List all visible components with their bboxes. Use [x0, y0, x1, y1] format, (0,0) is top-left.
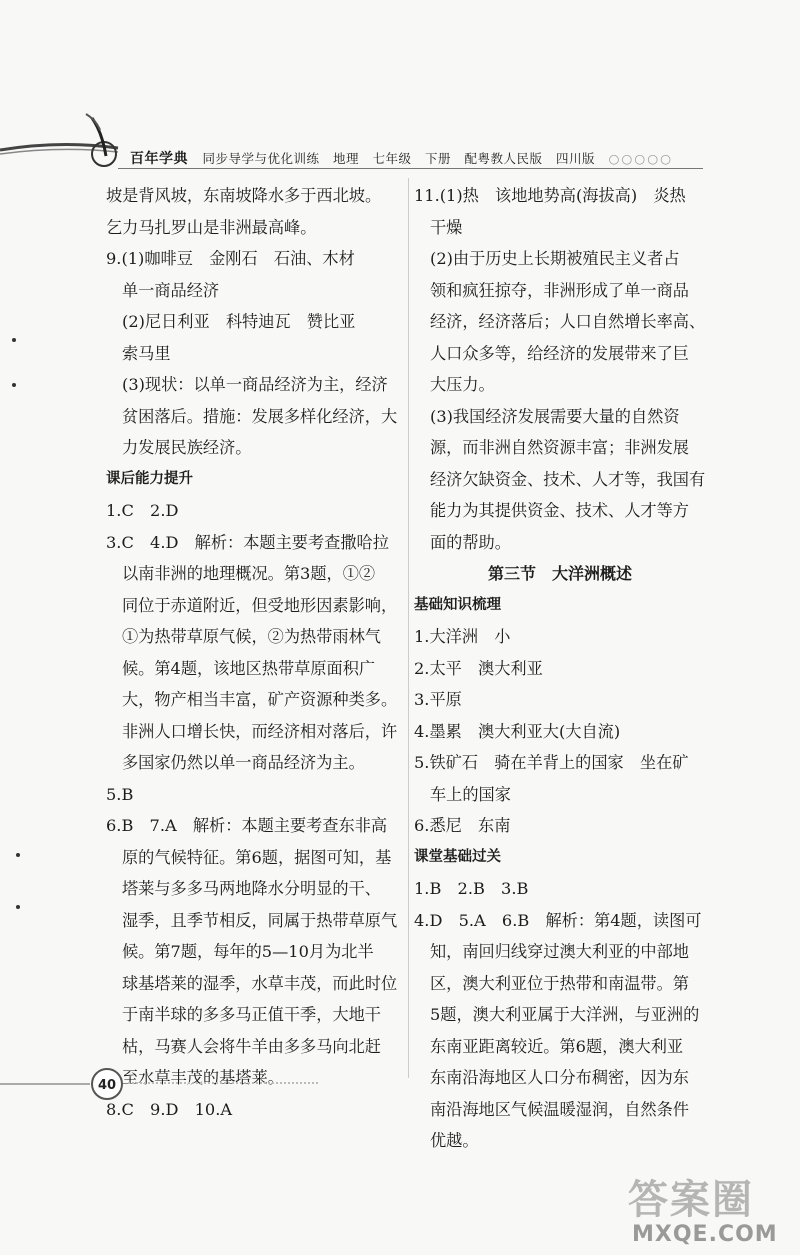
- text-line: 面的帮助。: [430, 532, 511, 552]
- answer-line: 3.C 4.D 解析：本题主要考查撒哈拉: [106, 532, 389, 552]
- text-line: 坡是背风坡，东南坡降水多于西北坡。: [106, 186, 382, 205]
- publisher-logo: [0, 110, 140, 170]
- section-title: 第三节 大洋洲概述: [487, 564, 632, 583]
- text-line: 经济，经济落后；人口自然增长率高、: [430, 312, 706, 331]
- answer-line: 1.大洋洲 小: [414, 627, 511, 646]
- text-line: 候。第7题，每年的5—10月为北半: [122, 942, 374, 961]
- left-column: [106, 180, 398, 1125]
- series-name: 同步导学与优化训练: [202, 151, 320, 166]
- answer-line: 4.墨累 澳大利亚大(大自流): [414, 721, 621, 741]
- text-line: 乞力马扎罗山是非洲最高峰。: [106, 217, 317, 237]
- text-line: (2)由于历史上长期被殖民主义者占: [430, 249, 680, 268]
- answer-line: 6.悉尼 东南: [414, 816, 511, 835]
- text-line: 大压力。: [430, 375, 495, 394]
- decorative-dots: ○○○○○: [608, 151, 674, 166]
- text-line: 东南沿海地区人口分布稠密，因为东: [430, 1068, 689, 1087]
- text-line: 单一商品经济: [122, 280, 220, 300]
- text-line: 至水草丰茂的基塔莱。: [122, 1068, 284, 1087]
- text-line: 贫困落后。措施：发展多样化经济，大: [122, 406, 398, 426]
- text-line: 塔莱与多多马两地降水分明显的干、: [122, 879, 381, 898]
- text-line: 经济欠缺资金、技术、人才等，我国有: [430, 469, 706, 489]
- margin-speck: [12, 338, 16, 342]
- answer-line: 2.太平 澳大利亚: [414, 658, 543, 678]
- margin-speck: [16, 905, 20, 909]
- text-line: (3)我国经济发展需要大量的自然资: [430, 406, 680, 426]
- page-number: 40: [97, 1078, 117, 1093]
- header-rule: [118, 168, 703, 169]
- brand-name: 百年学典: [130, 151, 188, 167]
- text-line: 干燥: [430, 217, 463, 237]
- edition: 配粤教人民版: [464, 151, 543, 166]
- answer-line: 6.B 7.A 解析：本题主要考查东非高: [106, 816, 388, 835]
- text-line: 以南非洲的地理概况。第3题，①②: [122, 564, 376, 583]
- right-column: [414, 180, 706, 1157]
- column-divider: [408, 178, 409, 1078]
- text-line: 枯，马赛人会将牛羊由多多马向北赶: [122, 1036, 381, 1056]
- text-line: 湿季，且季节相反，同属于热带草原气: [122, 910, 398, 930]
- text-line: 5题，澳大利亚属于大洋洲，与亚洲的: [430, 1005, 700, 1024]
- answer-line: 1.C 2.D: [106, 501, 179, 520]
- margin-speck: [16, 853, 20, 857]
- text-line: 力发展民族经济。: [122, 438, 252, 457]
- text-line: 知，南回归线穿过澳大利亚的中部地: [430, 942, 689, 961]
- text-line: 原的气候特征。第6题，据图可知，基: [122, 847, 392, 867]
- text-line: 候。第4题，该地区热带草原面积广: [122, 658, 376, 678]
- text-line: (2)尼日利亚 科特迪瓦 赞比亚: [122, 312, 356, 331]
- section-heading: 基础知识梳理: [414, 596, 501, 613]
- running-header: [130, 148, 690, 170]
- text-line: 大，物产相当丰富，矿产资源种类多。: [122, 690, 398, 709]
- text-line: 非洲人口增长快，而经济相对落后，许: [122, 721, 398, 741]
- watermark-url: MXQE.COM: [632, 1222, 778, 1247]
- text-line: 人口众多等，给经济的发展带来了巨: [430, 343, 689, 363]
- answer-11: 11.(1)热 该地地势高(海拔高) 炎热: [414, 186, 686, 205]
- text-line: 索马里: [122, 343, 171, 363]
- section-heading: 课后能力提升: [106, 470, 193, 487]
- answer-9: 9.(1)咖啡豆 金刚石 石油、木材: [106, 249, 355, 268]
- margin-speck: [12, 383, 16, 387]
- footer-dotted-rule: [128, 1082, 318, 1084]
- text-line: (3)现状：以单一商品经济为主，经济: [122, 375, 388, 394]
- text-line: 优越。: [430, 1131, 479, 1150]
- page-number-badge: [90, 1067, 124, 1101]
- text-line: 南沿海地区气候温暖湿润，自然条件: [430, 1099, 689, 1119]
- text-line: 同位于赤道附近，但受地形因素影响，: [122, 595, 398, 615]
- text-line: 球基塔莱的湿季，水草丰茂，而此时位: [122, 973, 398, 993]
- answer-line: 4.D 5.A 6.B 解析：第4题，读图可: [414, 910, 702, 930]
- text-line: 能力为其提供资金、技术、人才等方: [430, 501, 689, 520]
- text-line: 领和疯狂掠夺，非洲形成了单一商品: [430, 280, 689, 300]
- watermark-logo: 答案圈: [628, 1177, 754, 1223]
- answer-line: 8.C 9.D 10.A: [106, 1099, 233, 1119]
- text-line: 东南亚距离较近。第6题，澳大利亚: [430, 1036, 684, 1056]
- text-line: 于南半球的多多马正值干季，大地干: [122, 1005, 381, 1024]
- answer-line: 5.铁矿石 骑在羊背上的国家 坐在矿: [414, 753, 689, 772]
- text-line: 多国家仍然以单一商品经济为主。: [122, 753, 365, 772]
- grade: 七年级: [372, 151, 412, 166]
- subject: 地理: [332, 151, 359, 166]
- region: 四川版: [555, 151, 595, 166]
- text-line: 区，澳大利亚位于热带和南温带。第: [430, 973, 689, 993]
- answer-line: 1.B 2.B 3.B: [414, 879, 529, 898]
- text-line: 车上的国家: [430, 784, 511, 804]
- text-line: ①为热带草原气候，②为热带雨林气: [122, 627, 381, 646]
- answer-line: 3.平原: [414, 690, 462, 709]
- answer-line: 5.B: [106, 784, 134, 804]
- volume: 下册: [424, 151, 451, 166]
- section-heading: 课堂基础过关: [414, 848, 501, 865]
- text-line: 源，而非洲自然资源丰富；非洲发展: [430, 438, 689, 457]
- footer-rule: [0, 1083, 90, 1085]
